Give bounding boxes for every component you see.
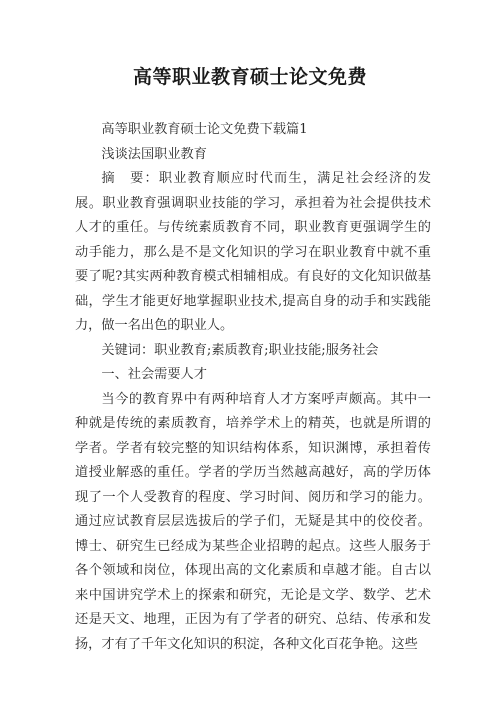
document-body	[75, 118, 431, 657]
paragraph-body: 当今的教育界中有两种培育人才方案呼声颇高。其中一种就是传统的素质教育，培养学术上的精英，也就是所谓的学者。学者有较完整的知识结构体系，知识渊博，承担着传道授业解惑的重任。学者的学历当然越高越好，高的学历体现了一个人受教育的程度、学习时间、阅历和学习的能力。通过应试教育层层选拔后的学子们，无疑是其中的佼佼者。博士、研究生已经成为某些企业招聘的起点。这些人服务于各个领域和岗位，体现出高的文化素质和卓越才能。自古以来中国讲究学术上的探索和研究，无论是文学、数学、艺术还是天文、地理，正因为有了学者的研究、总结、传承和发扬，才有了千年文化知识的积淀，各种文化百花争艳。这些	[75, 391, 431, 652]
paragraph-article-title: 浅谈法国职业教育	[101, 146, 207, 162]
paragraph-keywords: 关键词：职业教育;素质教育;职业技能;服务社会	[101, 342, 379, 358]
paragraph-section-heading: 一、社会需要人才	[101, 367, 207, 382]
paragraph-abstract: 摘 要：职业教育顺应时代而生，满足社会经济的发展。职业教育强调职业技能的学习，承担着为社会提供技术人才的重任。与传统素质教育不同，职业教育更强调学生的动手能力，那么是不是文化知识的学习在职业教育中就不重要了呢?其实两种教育模式相辅相成。有良好的文化知识做基础，学生才能更好地掌握职业技术,提高自身的动手和实践能力，做一名出色的职业人。	[75, 171, 431, 333]
paragraph-heading: 高等职业教育硕士论文免费下载篇1	[101, 122, 308, 137]
document-title: 高等职业教育硕士论文免费	[132, 66, 367, 88]
